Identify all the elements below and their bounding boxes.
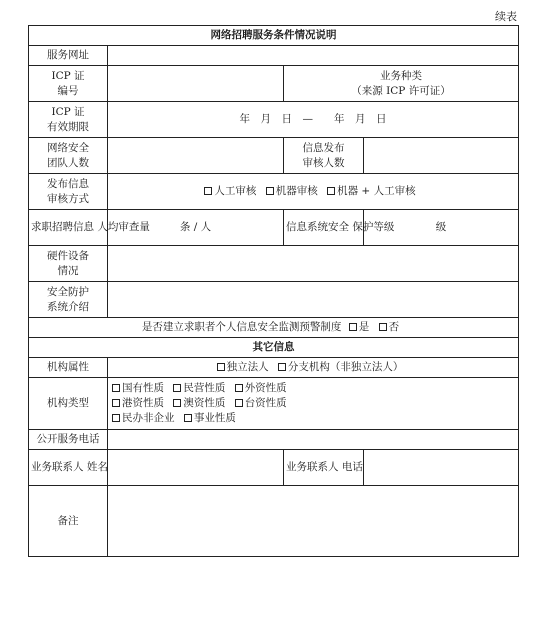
checkbox-icon[interactable] <box>278 363 286 371</box>
review-option-machine-manual[interactable]: 机器 + 人工审核 <box>327 185 415 197</box>
contact-phone-value[interactable] <box>364 450 519 486</box>
monitoring-row <box>29 318 519 338</box>
checkbox-icon[interactable] <box>184 414 192 422</box>
continued-label: 续表 <box>495 10 517 23</box>
protection-level-label: 信息系统安全 保护等级 <box>284 210 364 246</box>
icp-validity-value[interactable]: 年 月 日 — 年 月 日 <box>108 102 519 138</box>
checkbox-icon[interactable] <box>266 187 274 195</box>
info-review-count-label: 信息发布 审核人数 <box>284 138 364 174</box>
per-capita-review-label: 求职招聘信息 人均审查量 <box>29 210 108 246</box>
public-phone-value[interactable] <box>108 430 519 450</box>
security-team-label: 网络安全 团队人数 <box>29 138 108 174</box>
checkbox-icon[interactable] <box>235 399 243 407</box>
review-option-manual[interactable]: 人工审核 <box>204 185 256 197</box>
org-attr-branch[interactable]: 分支机构（非独立法人） <box>278 361 404 373</box>
org-attr-options <box>108 358 519 378</box>
contact-phone-label: 业务联系人 电话 <box>284 450 364 486</box>
monitoring-question: 是否建立求职者个人信息安全监测预警制度 <box>141 321 342 333</box>
contact-name-label: 业务联系人 姓名 <box>29 450 108 486</box>
org-type-hk[interactable]: 港资性质 <box>112 397 164 409</box>
org-attr-label: 机构属性 <box>29 358 108 378</box>
org-type-options <box>108 378 519 430</box>
security-team-value[interactable] <box>108 138 284 174</box>
org-type-public-institution[interactable]: 事业性质 <box>184 412 236 424</box>
checkbox-icon[interactable] <box>204 187 212 195</box>
hardware-label: 硬件设备 情况 <box>29 246 108 282</box>
checkbox-icon[interactable] <box>112 399 120 407</box>
org-type-foreign[interactable]: 外资性质 <box>235 382 287 394</box>
checkbox-icon[interactable] <box>217 363 225 371</box>
other-info-title: 其它信息 <box>29 338 519 358</box>
info-review-count-value[interactable] <box>364 138 519 174</box>
business-type-label: 业务种类 （来源 ICP 许可证） <box>284 66 519 102</box>
icp-number-value[interactable] <box>108 66 284 102</box>
org-type-label: 机构类型 <box>29 378 108 430</box>
org-type-macau[interactable]: 澳资性质 <box>173 397 225 409</box>
icp-number-label: ICP 证 编号 <box>29 66 108 102</box>
public-phone-label: 公开服务电话 <box>29 430 108 450</box>
monitoring-no[interactable]: 否 <box>379 321 400 333</box>
service-url-label: 服务网址 <box>29 46 108 66</box>
hardware-value[interactable] <box>108 246 519 282</box>
security-system-value[interactable] <box>108 282 519 318</box>
checkbox-icon[interactable] <box>173 384 181 392</box>
checkbox-icon[interactable] <box>379 323 387 331</box>
checkbox-icon[interactable] <box>173 399 181 407</box>
protection-level-value[interactable]: 级 <box>364 210 519 246</box>
org-type-non-enterprise[interactable]: 民办非企业 <box>112 412 175 424</box>
org-type-private[interactable]: 民营性质 <box>173 382 225 394</box>
org-type-taiwan[interactable]: 台资性质 <box>235 397 287 409</box>
monitoring-yes[interactable]: 是 <box>349 321 370 333</box>
checkbox-icon[interactable] <box>112 414 120 422</box>
checkbox-icon[interactable] <box>349 323 357 331</box>
org-type-state[interactable]: 国有性质 <box>112 382 164 394</box>
service-url-value[interactable] <box>108 46 519 66</box>
org-attr-independent[interactable]: 独立法人 <box>217 361 269 373</box>
per-capita-review-value[interactable]: 条 / 人 <box>108 210 284 246</box>
remarks-value[interactable] <box>108 486 519 557</box>
contact-name-value[interactable] <box>108 450 284 486</box>
table-title: 网络招聘服务条件情况说明 <box>29 26 519 46</box>
service-conditions-table <box>28 25 519 557</box>
icp-validity-label: ICP 证 有效期限 <box>29 102 108 138</box>
review-method-label: 发布信息 审核方式 <box>29 174 108 210</box>
security-system-label: 安全防护 系统介绍 <box>29 282 108 318</box>
review-method-options <box>108 174 519 210</box>
remarks-label: 备注 <box>29 486 108 557</box>
checkbox-icon[interactable] <box>327 187 335 195</box>
checkbox-icon[interactable] <box>235 384 243 392</box>
review-option-machine[interactable]: 机器审核 <box>266 185 318 197</box>
checkbox-icon[interactable] <box>112 384 120 392</box>
